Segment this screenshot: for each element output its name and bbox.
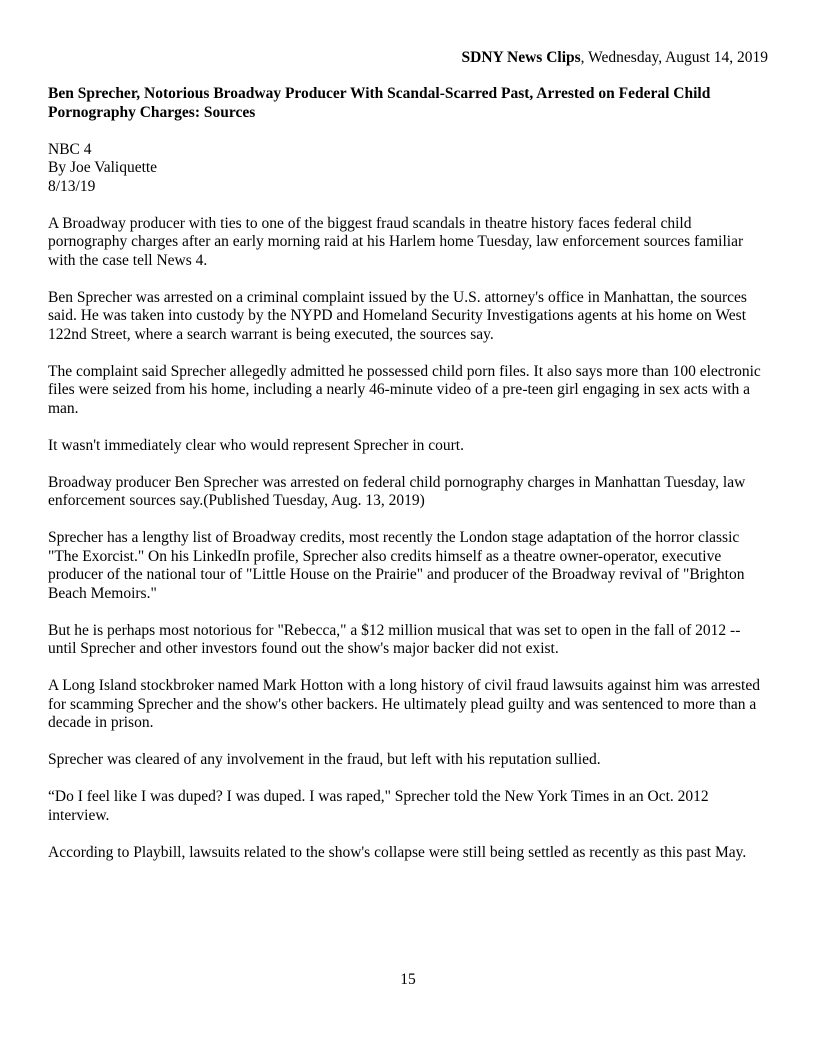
article-paragraph: The complaint said Sprecher allegedly admitted he possessed child porn files. It also says more than 100 electronic files were seized from his home, including a nearly 46-minute video of a pre-teen girl engaging in sex acts with a man.: [48, 362, 761, 417]
article-paragraph: A Broadway producer with ties to one of the biggest fraud scandals in theatre history faces federal child pornography charges after an early morning raid at his Harlem home Tuesday, law enforcement sources familiar with the case tell News 4.: [48, 214, 744, 269]
article-byline: By Joe Valiquette: [48, 159, 158, 176]
article-paragraph: It wasn't immediately clear who would represent Sprecher in court.: [48, 436, 464, 454]
article-paragraph: “Do I feel like I was duped? I was duped. I was raped," Sprecher told the New York Times in an Oct. 2012 interview.: [48, 788, 709, 824]
article-paragraph: But he is perhaps most notorious for "Rebecca," a $12 million musical that was set to open in the fall of 2012 -- until Sprecher and other investors found out the show's major backer did not exist.: [48, 621, 741, 657]
publication-name: SDNY News Clips: [461, 49, 581, 66]
article-paragraph: A Long Island stockbroker named Mark Hotton with a long history of civil fraud lawsuits against him was arrested for scamming Sprecher and the show's other backers. He ultimately plead guilty and was sentenced to more than a decade in prison.: [48, 677, 760, 731]
article-paragraph: Sprecher was cleared of any involvement in the fraud, but left with his reputation sullied.: [48, 751, 601, 768]
header-date: , Wednesday, August 14, 2019: [580, 49, 768, 66]
article-paragraph: Sprecher has a lengthy list of Broadway credits, most recently the London stage adaptation of the horror classic "The Exorcist." On his LinkedIn profile, Sprecher also credits himself as a theatre owner-operator, executive producer of the national tour of "Little House on the Prairie" and producer of the Broadway revival of "Brighton Beach Memoirs.": [48, 529, 745, 602]
article: [48, 85, 770, 881]
page-number: 15: [400, 971, 416, 988]
article-paragraph: According to Playbill, lawsuits related to the show's collapse were still being settled as recently as this past May.: [48, 843, 747, 861]
article-date: 8/13/19: [48, 177, 96, 195]
page-header: [462, 49, 768, 68]
article-headline: Ben Sprecher, Notorious Broadway Producer With Scandal-Scarred Past, Arrested on Federal Child Pornography Charges: Sources: [48, 85, 711, 121]
article-meta: [48, 141, 770, 197]
article-paragraph: Ben Sprecher was arrested on a criminal complaint issued by the U.S. attorney's office in Manhattan, the sources said. He was taken into custody by the NYPD and Homeland Security Investigations agents at his home on West 122nd Street, where a search warrant is being executed, the sources say.: [48, 288, 747, 343]
article-source: NBC 4: [48, 140, 92, 158]
article-paragraph: Broadway producer Ben Sprecher was arrested on federal child pornography charges in Manhattan Tuesday, law enforcement sources say.(Published Tuesday, Aug. 13, 2019): [48, 473, 746, 509]
